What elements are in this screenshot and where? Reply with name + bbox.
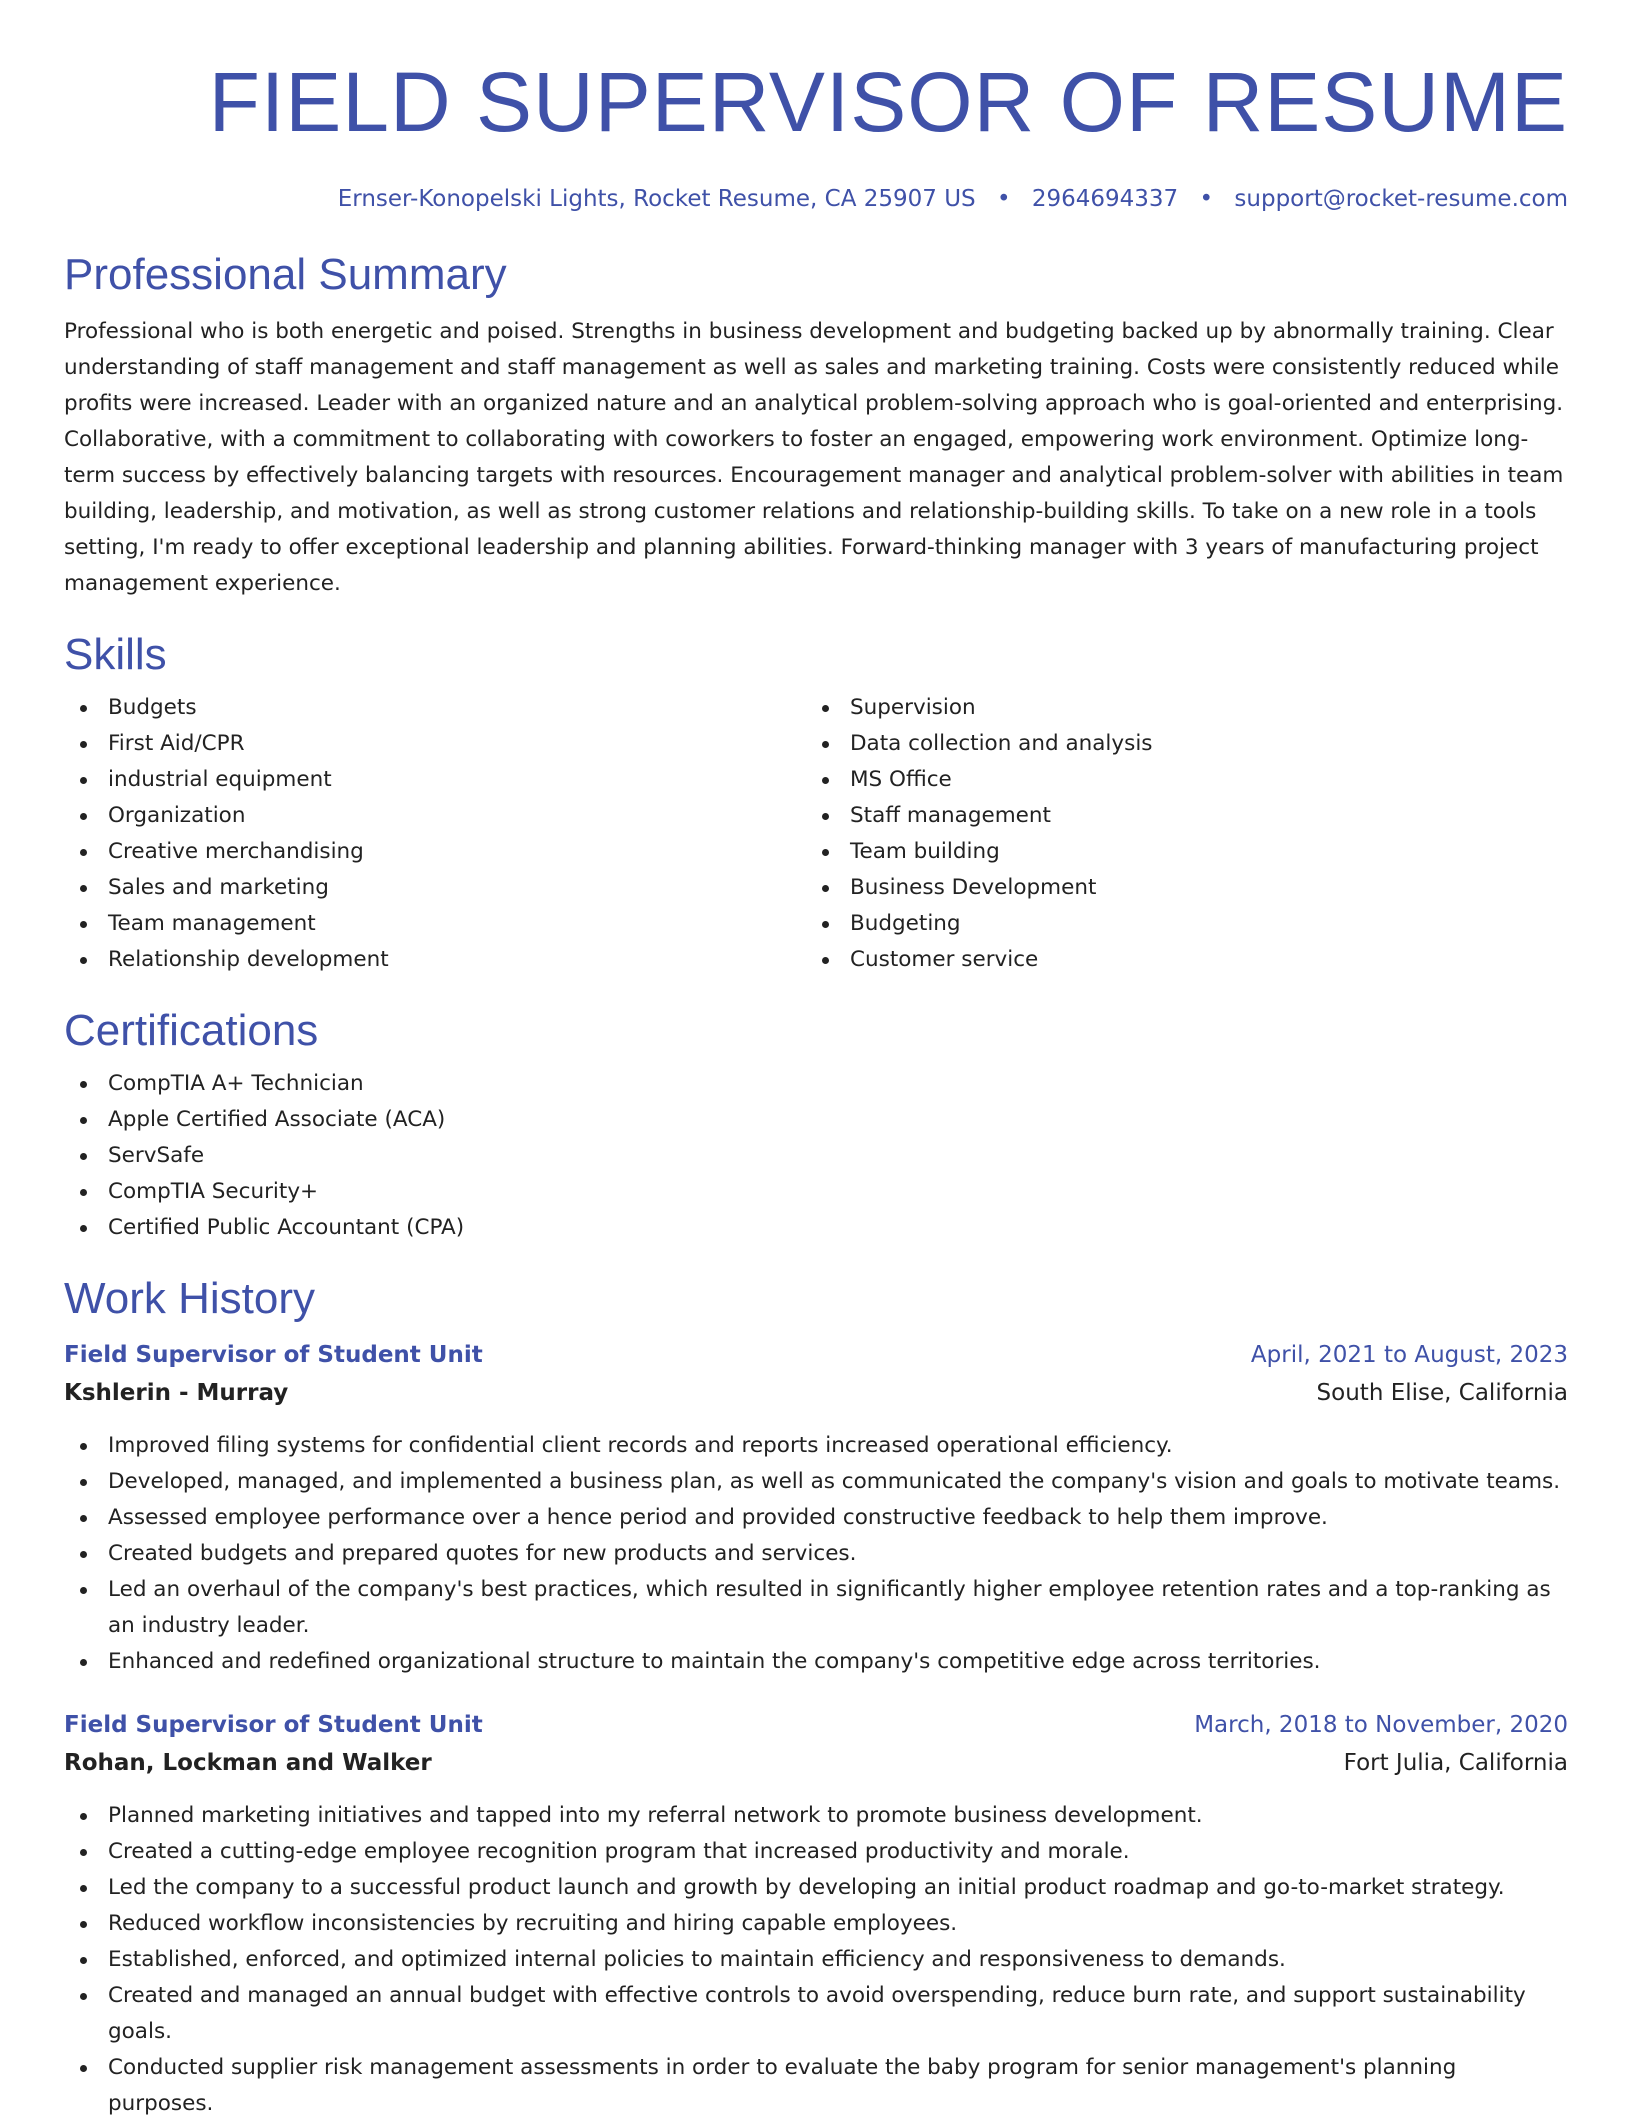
job-company: Kshlerin - Murray	[64, 1380, 289, 1406]
skill-item: Team building	[806, 834, 1548, 870]
contact-address: Ernser-Konopelski Lights, Rocket Resume, CA 25907 US	[337, 186, 976, 212]
skills-list-left	[64, 690, 806, 978]
job-location: South Elise, California	[1316, 1380, 1568, 1406]
job-company-row	[64, 1374, 1568, 1412]
resume-header	[64, 0, 1568, 214]
job-title: Field Supervisor of Student Unit	[64, 1712, 483, 1738]
job-entry	[64, 1336, 1568, 1680]
skill-item: Business Development	[806, 870, 1548, 906]
skill-item: MS Office	[806, 762, 1548, 798]
job-bullet: Created budgets and prepared quotes for new products and services.	[64, 1536, 1568, 1572]
contact-line	[64, 184, 1568, 214]
job-dates: March, 2018 to November, 2020	[1194, 1712, 1568, 1738]
job-location: Fort Julia, California	[1343, 1750, 1568, 1776]
job-company: Rohan, Lockman and Walker	[64, 1750, 432, 1776]
skill-item: Creative merchandising	[64, 834, 806, 870]
job-bullets	[64, 1798, 1568, 2122]
job-bullet: Enhanced and redefined organizational structure to maintain the company's competitive edge across territories.	[64, 1644, 1568, 1680]
contact-separator: •	[996, 186, 1011, 212]
skill-item: industrial equipment	[64, 762, 806, 798]
job-bullets	[64, 1428, 1568, 1680]
contact-separator: •	[1199, 186, 1214, 212]
job-bullet: Created and managed an annual budget with effective controls to avoid overspending, reduce burn rate, and support sustainability goals.	[64, 1978, 1568, 2050]
job-bullet: Reduced workflow inconsistencies by recruiting and hiring capable employees.	[64, 1906, 1568, 1942]
certification-item: Apple Certified Associate (ACA)	[64, 1102, 1568, 1138]
job-title-row	[64, 1336, 1568, 1374]
certification-item: Certified Public Accountant (CPA)	[64, 1210, 1568, 1246]
skill-item: Budgeting	[806, 906, 1548, 942]
skill-item: Sales and marketing	[64, 870, 806, 906]
certification-item: ServSafe	[64, 1138, 1568, 1174]
certification-item: CompTIA Security+	[64, 1174, 1568, 1210]
contact-phone: 2964694337	[1031, 186, 1179, 212]
job-dates: April, 2021 to August, 2023	[1250, 1342, 1568, 1368]
job-bullet: Assessed employee performance over a hence period and provided constructive feedback to help them improve.	[64, 1500, 1568, 1536]
skill-item: Relationship development	[64, 942, 806, 978]
certifications-list	[64, 1066, 1568, 1246]
resume-title: FIELD SUPERVISOR OF RESUME	[208, 55, 1568, 149]
job-bullet: Conducted supplier risk management assessments in order to evaluate the baby program for senior management's planning purposes.	[64, 2050, 1568, 2122]
skill-item: First Aid/CPR	[64, 726, 806, 762]
skills-list-right	[806, 690, 1548, 978]
certifications-heading: Certifications	[64, 1006, 319, 1055]
job-bullet: Improved filing systems for confidential client records and reports increased operational efficiency.	[64, 1428, 1568, 1464]
job-bullet: Planned marketing initiatives and tapped into my referral network to promote business development.	[64, 1798, 1568, 1834]
job-bullet: Led an overhaul of the company's best practices, which resulted in significantly higher employee retention rates and a top-ranking as an industry leader.	[64, 1572, 1568, 1644]
skill-item: Customer service	[806, 942, 1548, 978]
work-history-heading: Work History	[64, 1274, 315, 1323]
job-bullet: Established, enforced, and optimized internal policies to maintain efficiency and responsiveness to demands.	[64, 1942, 1568, 1978]
contact-email[interactable]: support@rocket-resume.com	[1234, 186, 1568, 212]
summary-text: Professional who is both energetic and poised. Strengths in business development and budgeting backed up by abnormally training. Clear understanding of staff management and staff management as well as sales and marketing training. Costs were consistently reduced while profits were increased. Leader with an organized nature and an analytical problem-solving approach who is goal-oriented and enterprising. Collaborative, with a commitment to collaborating with coworkers to foster an engaged, empowering work environment. Optimize long-term success by effectively balancing targets with resources. Encouragement manager and analytical problem-solver with abilities in team building, leadership, and motivation, as well as strong customer relations and relationship-building skills. To take on a new role in a tools setting, I'm ready to offer exceptional leadership and planning abilities. Forward-thinking manager with 3 years of manufacturing project management experience.	[64, 319, 1564, 596]
job-entry	[64, 1706, 1568, 2122]
skill-item: Team management	[64, 906, 806, 942]
skill-item: Supervision	[806, 690, 1548, 726]
skills-columns	[64, 690, 1568, 978]
skill-item: Staff management	[806, 798, 1548, 834]
skill-item: Data collection and analysis	[806, 726, 1548, 762]
skill-item: Organization	[64, 798, 806, 834]
job-bullet: Led the company to a successful product launch and growth by developing an initial product roadmap and go-to-market strategy.	[64, 1870, 1568, 1906]
job-title: Field Supervisor of Student Unit	[64, 1342, 483, 1368]
job-title-row	[64, 1706, 1568, 1744]
certification-item: CompTIA A+ Technician	[64, 1066, 1568, 1102]
job-company-row	[64, 1744, 1568, 1782]
skill-item: Budgets	[64, 690, 806, 726]
job-bullet: Developed, managed, and implemented a business plan, as well as communicated the company's vision and goals to motivate teams.	[64, 1464, 1568, 1500]
skills-heading: Skills	[64, 630, 167, 679]
summary-heading: Professional Summary	[64, 250, 507, 299]
job-bullet: Created a cutting-edge employee recognition program that increased productivity and morale.	[64, 1834, 1568, 1870]
